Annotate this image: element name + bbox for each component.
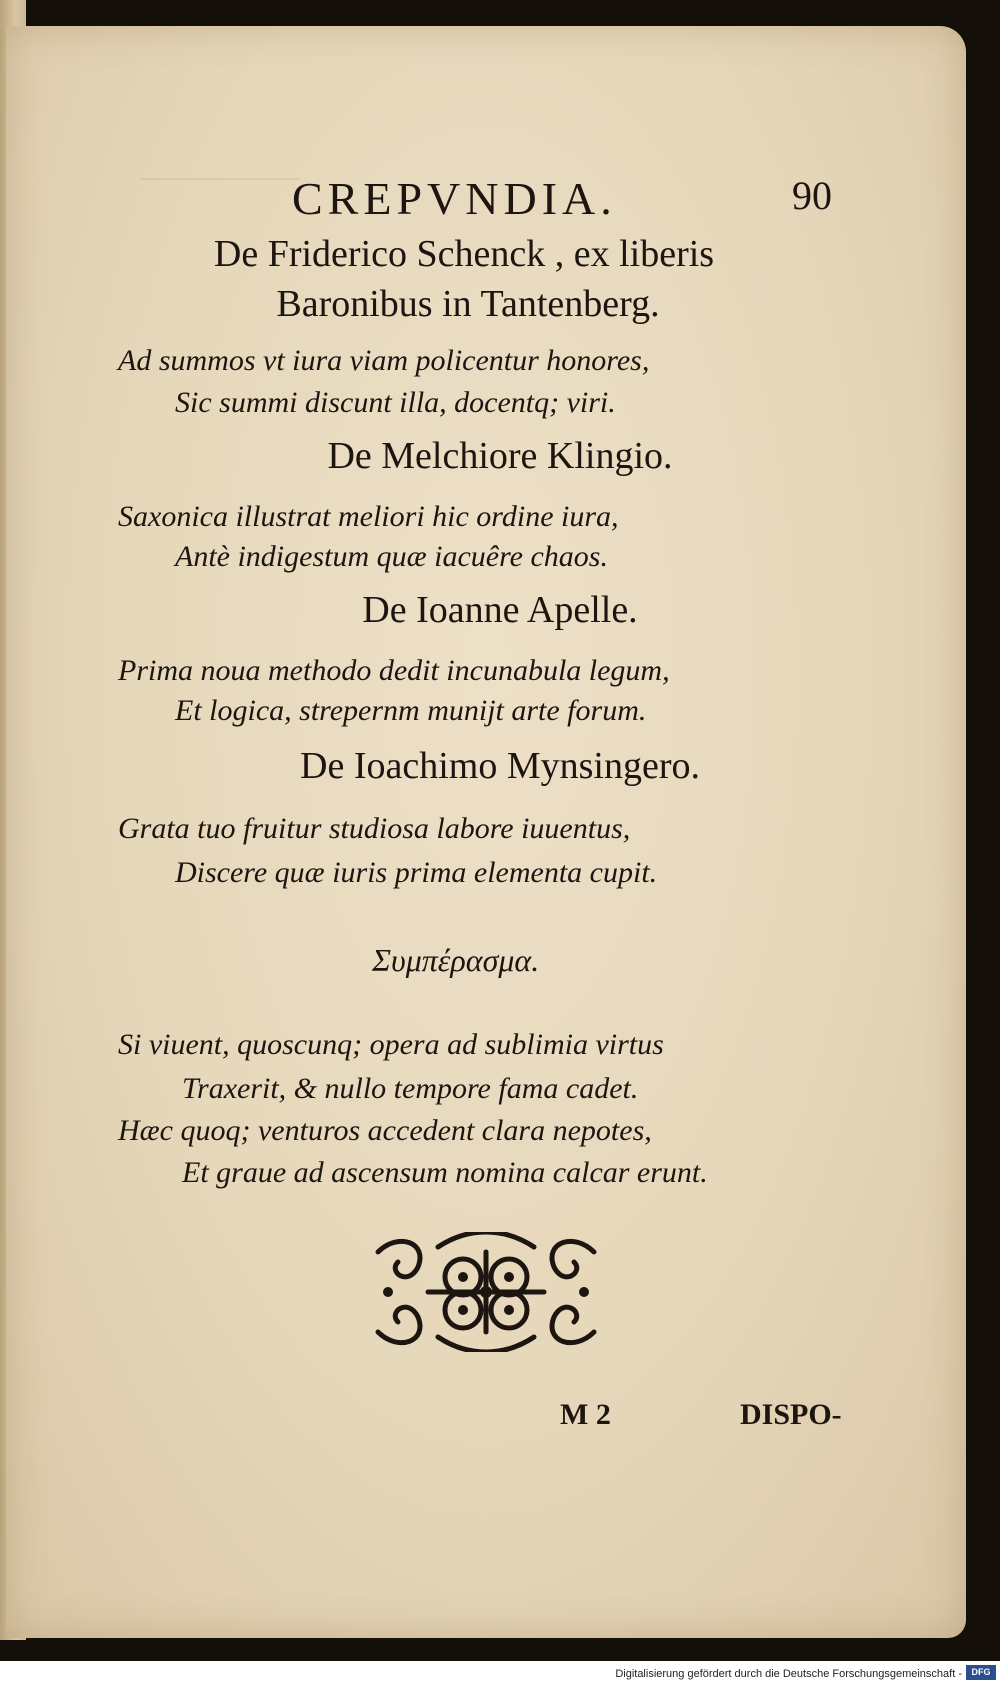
folio-number: 90 [792,173,832,218]
section-heading-cont: Baronibus in Tantenberg. [276,283,660,325]
dfg-logo: DFG [966,1665,996,1680]
section-heading: De Ioachimo Mynsingero. [300,745,700,787]
verse-line: Ad summos vt iura viam policentur honores, [118,344,650,377]
printers-ornament [368,1232,604,1357]
section-heading: De Friderico Schenck , ex liberis [213,233,715,275]
verse-line: Antè indigestum quæ iacuêre chaos. [175,540,608,573]
verse-line: Discere quæ iuris prima elementa cupit. [175,856,658,889]
verse-line: Prima noua methodo dedit incunabula legum, [118,654,670,687]
signature-mark: M 2 [560,1398,611,1431]
verse-line: Sic summi discunt illa, docentq; viri. [175,386,616,419]
show-through-mark [140,178,300,220]
verse-line: Si viuent, quoscunq; opera ad sublimia virtus [118,1028,664,1061]
verse-line: Hæc quoq; venturos accedent clara nepotes, [118,1114,652,1147]
verse-line: Traxerit, & nullo tempore fama cadet. [182,1072,639,1105]
verse-line: Saxonica illustrat meliori hic ordine iura, [118,500,619,533]
verse-line: Grata tuo fruitur studiosa labore iuuentus, [118,812,631,845]
section-heading: De Ioanne Apelle. [362,589,638,631]
running-head: CREPVNDIA. [292,173,617,224]
verse-line: Et logica, strepernm munijt arte forum. [175,694,647,727]
footer-bar [0,1661,1000,1683]
catchword: DISPO- [740,1398,842,1431]
verse-line: Et graue ad ascensum nomina calcar erunt. [182,1156,708,1189]
section-heading: De Melchiore Klingio. [327,435,673,477]
closing-title: Συμπέρασμα. [372,942,540,978]
footer-credit: Digitalisierung gefördert durch die Deutsche Forschungsgemeinschaft - [615,1668,962,1680]
